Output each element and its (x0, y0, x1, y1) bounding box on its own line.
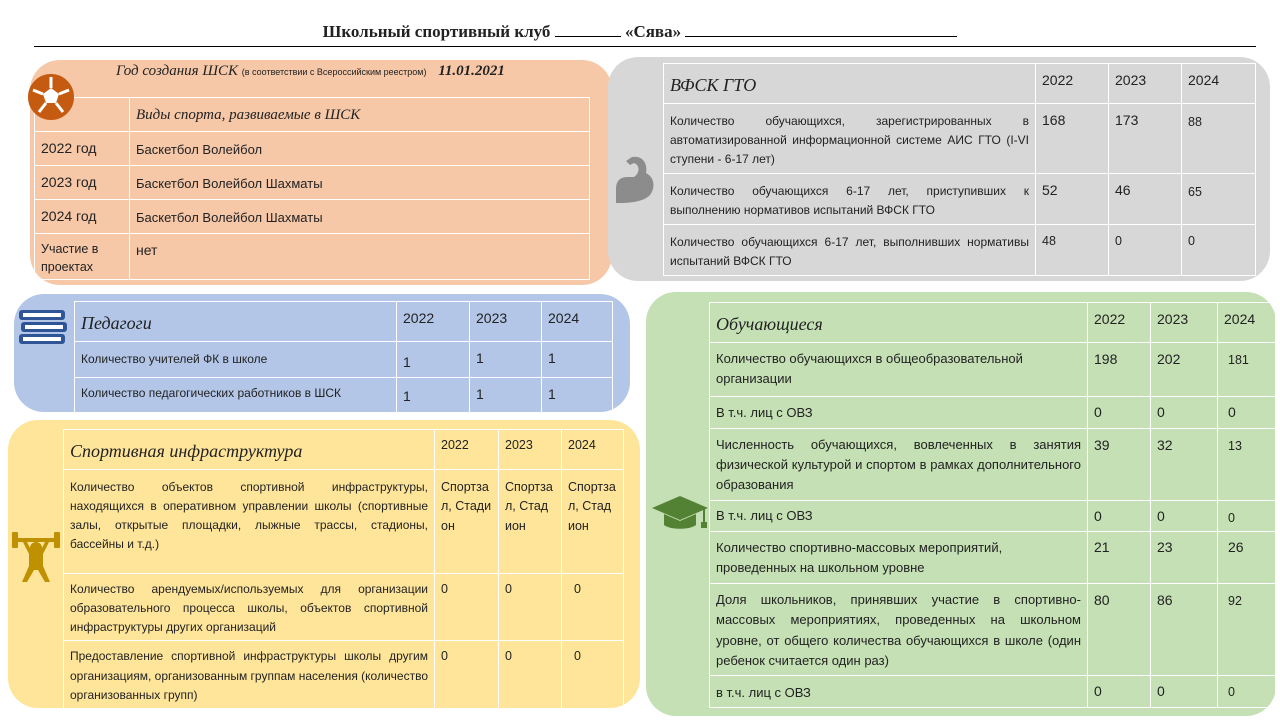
sports-list: Баскетбол Волейбол Шахматы (130, 166, 590, 200)
students-row-label: Численность обучающихся, вовлеченных в занятия физической культурой и спортом в рамках дополнительного образования (710, 428, 1088, 500)
students-value: 39 (1088, 428, 1151, 500)
students-value: 21 (1088, 532, 1151, 584)
teachers-value: 1 (542, 377, 613, 412)
gto-table (663, 63, 1256, 276)
sports-header: Виды спорта, развиваемые в ШСК (130, 98, 590, 132)
creation-date: 11.01.2021 (438, 63, 505, 79)
infrastructure-row-label: Количество арендуемых/используемых для организации образовательного процесса школы, объектов спортивной инфраструктуры других организаций (64, 573, 435, 641)
teachers-value: 1 (542, 341, 613, 377)
students-value: 23 (1151, 532, 1218, 584)
title-divider (34, 46, 1256, 47)
infrastructure-row-label: Предоставление спортивной инфраструктуры школы другим организациям, организованным группам населения (количество организованных групп) (64, 641, 435, 709)
teachers-table (74, 301, 613, 413)
infrastructure-value: 0 (562, 573, 624, 641)
gto-value: 88 (1182, 103, 1256, 173)
students-value: 13 (1218, 428, 1276, 500)
students-year: 2022 (1088, 303, 1151, 343)
teachers-row-label: Количество учителей ФК в школе (75, 341, 397, 377)
infrastructure-row-label: Количество объектов спортивной инфраструктуры, находящихся в оперативном управлении школы (спортивные залы, открытые площадки, лыжные трассы, стадионы, бассейны и т.д.) (64, 469, 435, 573)
students-table (709, 302, 1276, 708)
infrastructure-value: 0 (499, 573, 562, 641)
gto-row-label: Количество обучающихся 6-17 лет, выполнивших нормативы испытаний ВФСК ГТО (664, 224, 1036, 275)
title-blank-2 (685, 22, 957, 37)
infrastructure-value: 0 (435, 573, 499, 641)
gto-title: ВФСК ГТО (664, 64, 1036, 104)
students-value: 0 (1088, 396, 1151, 428)
weightlifter-icon (10, 528, 62, 584)
teachers-value: 1 (397, 377, 470, 412)
students-value: 86 (1151, 584, 1218, 676)
infrastructure-value: Спортзал, Стадион (499, 469, 562, 573)
infrastructure-table (63, 429, 624, 709)
students-value: 0 (1088, 676, 1151, 708)
sports-table (34, 97, 590, 280)
creation-label: Год создания ШСК (116, 63, 238, 79)
sports-year: 2023 год (35, 166, 130, 200)
teachers-year: 2023 (470, 302, 542, 342)
gto-value: 52 (1036, 173, 1109, 224)
students-value: 0 (1218, 500, 1276, 531)
infrastructure-year: 2022 (435, 430, 499, 470)
students-value: 0 (1088, 500, 1151, 531)
students-value: 202 (1151, 342, 1218, 396)
teachers-year: 2024 (542, 302, 613, 342)
teachers-value: 1 (470, 341, 542, 377)
gto-value: 0 (1109, 224, 1182, 275)
sports-list: Баскетбол Волейбол (130, 132, 590, 166)
students-row-label: В т.ч. лиц с ОВЗ (710, 500, 1088, 531)
students-row-label: В т.ч. лиц с ОВЗ (710, 396, 1088, 428)
gto-value: 65 (1182, 173, 1256, 224)
teachers-row-label: Количество педагогических работников в ШСК (75, 377, 397, 412)
students-value: 26 (1218, 532, 1276, 584)
projects-label: Участие в проектах (35, 234, 130, 280)
students-row-label: Количество спортивно-массовых мероприятий, проведенных на школьном уровне (710, 532, 1088, 584)
flexed-arm-icon (610, 155, 658, 205)
gto-year: 2023 (1109, 64, 1182, 104)
title-text: Школьный спортивный клуб (322, 22, 551, 41)
infrastructure-value: 0 (562, 641, 624, 709)
infrastructure-value: Спортзал, Стадион (562, 469, 624, 573)
infrastructure-title: Спортивная инфраструктура (64, 430, 435, 470)
teachers-year: 2022 (397, 302, 470, 342)
sports-year: 2022 год (35, 132, 130, 166)
creation-line (116, 63, 505, 80)
students-row-label: в т.ч. лиц с ОВЗ (710, 676, 1088, 708)
teachers-title: Педагоги (75, 302, 397, 342)
gto-value: 46 (1109, 173, 1182, 224)
gto-value: 168 (1036, 103, 1109, 173)
students-value: 198 (1088, 342, 1151, 396)
title-blank (555, 22, 621, 37)
students-value: 80 (1088, 584, 1151, 676)
gto-value: 0 (1182, 224, 1256, 275)
gto-row-label: Количество обучающихся 6-17 лет, приступивших к выполнению нормативов испытаний ВФСК ГТО (664, 173, 1036, 224)
students-value: 181 (1218, 342, 1276, 396)
infrastructure-value: 0 (499, 641, 562, 709)
books-icon (17, 306, 69, 352)
gto-year: 2024 (1182, 64, 1256, 104)
infrastructure-year: 2024 (562, 430, 624, 470)
club-name: «Сява» (624, 22, 682, 41)
soccer-ball-icon (28, 74, 74, 120)
graduation-cap-icon (650, 494, 710, 532)
infrastructure-value: 0 (435, 641, 499, 709)
gto-value: 173 (1109, 103, 1182, 173)
creation-note: (в соответствии с Всероссийским реестром) (241, 67, 427, 77)
students-title: Обучающиеся (710, 303, 1088, 343)
students-row-label: Количество обучающихся в общеобразовательной организации (710, 342, 1088, 396)
teachers-value: 1 (470, 377, 542, 412)
students-year: 2024 (1218, 303, 1276, 343)
projects-value: нет (130, 234, 590, 280)
students-value: 32 (1151, 428, 1218, 500)
gto-year: 2022 (1036, 64, 1109, 104)
infrastructure-value: Спортзал, Стадион (435, 469, 499, 573)
sports-list: Баскетбол Волейбол Шахматы (130, 200, 590, 234)
students-value: 0 (1218, 676, 1276, 708)
sports-year: 2024 год (35, 200, 130, 234)
students-row-label: Доля школьников, принявших участие в спортивно-массовых мероприятиях, проведенных на школьном уровне, от общего количества обучающихся в школе (один ребенок считается один раз) (710, 584, 1088, 676)
teachers-value: 1 (397, 341, 470, 377)
students-year: 2023 (1151, 303, 1218, 343)
gto-row-label: Количество обучающихся, зарегистрированных в автоматизированной информационной системе АИС ГТО (I-VI ступени - 6-17 лет) (664, 103, 1036, 173)
students-value: 0 (1218, 396, 1276, 428)
infrastructure-year: 2023 (499, 430, 562, 470)
gto-value: 48 (1036, 224, 1109, 275)
students-value: 0 (1151, 500, 1218, 531)
page-title (0, 22, 1280, 42)
students-value: 0 (1151, 396, 1218, 428)
students-value: 0 (1151, 676, 1218, 708)
students-value: 92 (1218, 584, 1276, 676)
